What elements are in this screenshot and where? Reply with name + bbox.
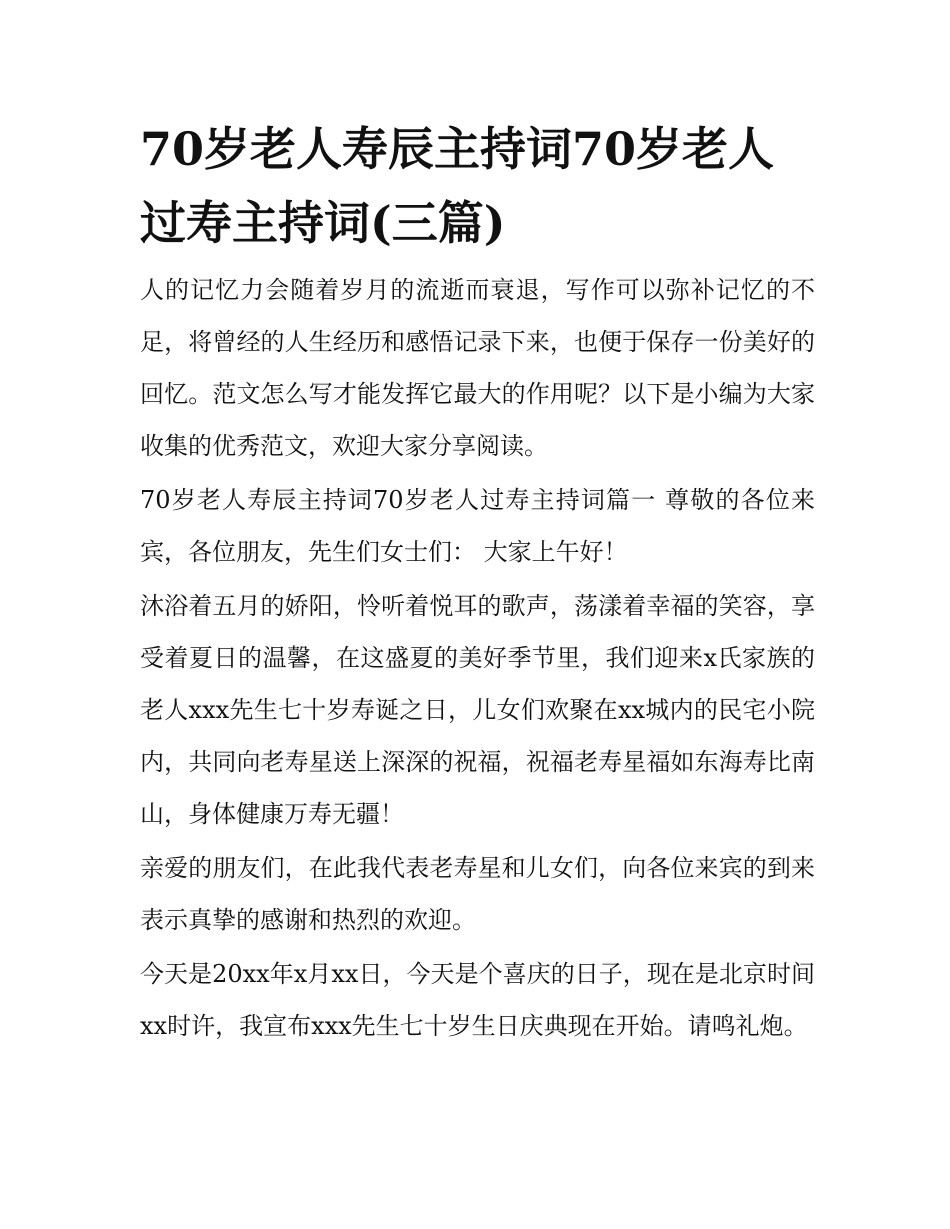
document-body — [140, 112, 815, 1054]
section-one-opening-paragraph: 70岁老人寿辰主持词70岁老人过寿主持词篇一 尊敬的各位来宾，各位朋友，先生们女士们： 大家上午好！ — [140, 486, 815, 566]
thanks-paragraph: 亲爱的朋友们，在此我代表老寿星和儿女们，向各位来宾的到来表示真挚的感谢和热烈的欢迎。 — [140, 854, 815, 934]
blessing-paragraph: 沐浴着五月的娇阳，怜听着悦耳的歌声，荡漾着幸福的笑容，享受着夏日的温馨，在这盛夏的美好季节里，我们迎来x氏家族的老人xxx先生七十岁寿诞之日，儿女们欢聚在xx城内的民宅小院内，共同向老寿星送上深深的祝福，祝福老寿星福如东海寿比南山，身体健康万寿无疆！ — [140, 592, 815, 828]
intro-paragraph: 人的记忆力会随着岁月的流逝而衰退，写作可以弥补记忆的不足，将曾经的人生经历和感悟记录下来，也便于保存一份美好的回忆。范文怎么写才能发挥它最大的作用呢？以下是小编为大家收集的优秀范文，欢迎大家分享阅读。 — [140, 276, 815, 460]
document-title: 70岁老人寿辰主持词70岁老人过寿主持词(三篇) — [140, 122, 775, 250]
ceremony-start-paragraph: 今天是20xx年x月xx日，今天是个喜庆的日子，现在是北京时间xx时许，我宣布xxx先生七十岁生日庆典现在开始。请鸣礼炮。 — [140, 960, 815, 1040]
